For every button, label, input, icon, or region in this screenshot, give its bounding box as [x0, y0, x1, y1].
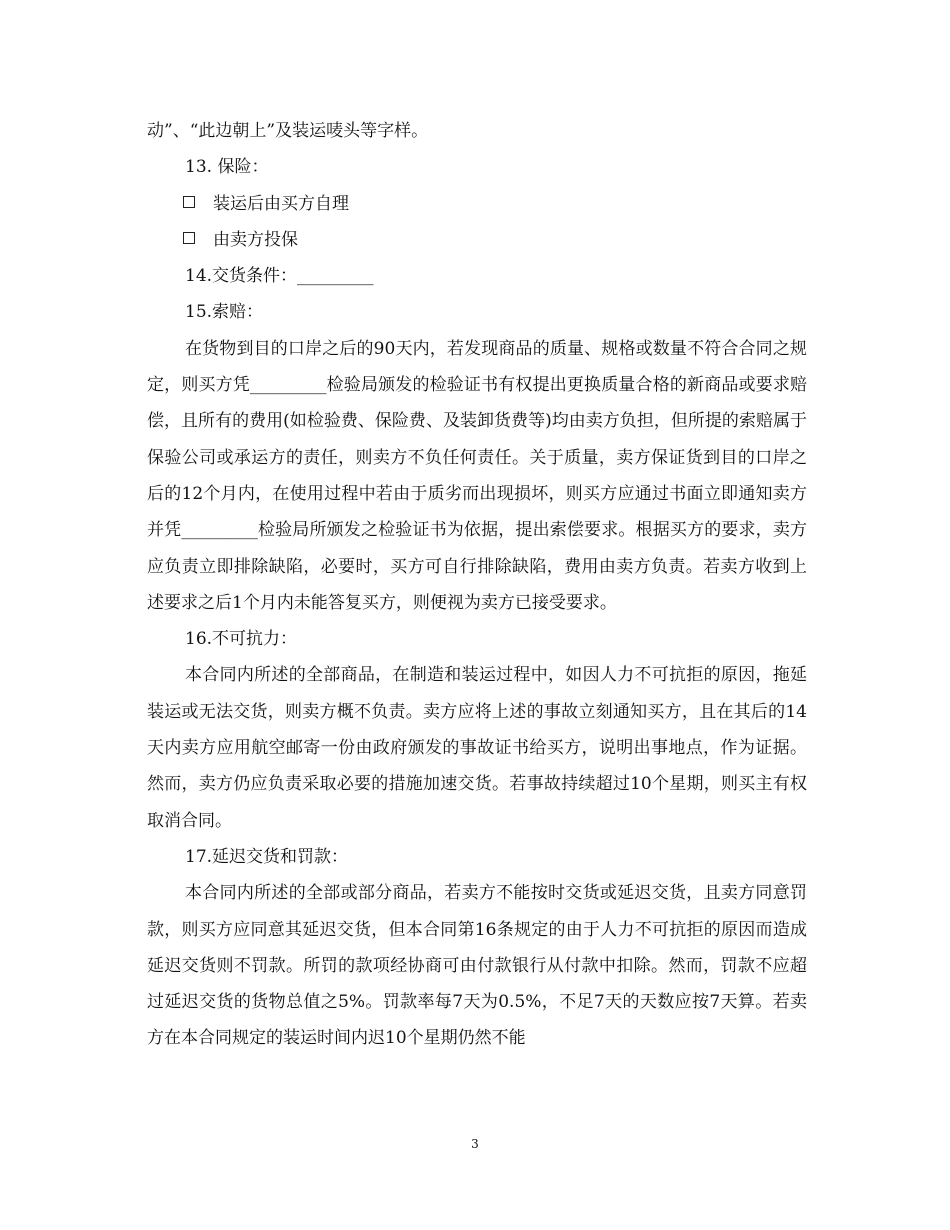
penalty-paragraph: 本合同内所述的全部或部分商品，若卖方不能按时交货或延迟交货，且卖方同意罚款，则买方应同意其延迟交货，但本合同第16条规定的由于人力不可抗拒的原因而造成延迟交货则不罚款。所罚的款项经协商可由付款银行从付款中扣除。然而，罚款不应超过延迟交货的货物总值之5%。罚款率每7天为0.5%，不足7天的天数应按7天算。若卖方在本合同规定的装运时间内迟10个星期仍然不能 — [147, 883, 807, 1049]
insurance-option-seller — [147, 222, 807, 258]
page-number: 3 — [471, 1137, 479, 1151]
continuation-line: 动”、“此边朝上”及装运唛头等字样。 — [147, 121, 429, 141]
insurance-option-buyer-label: 装运后由买方自理 — [213, 193, 349, 214]
delivery-terms-line: 14.交货条件：_________ — [185, 266, 374, 287]
checkbox-icon[interactable] — [183, 196, 195, 208]
claims-heading: 15.索赔： — [185, 302, 264, 323]
insurance-option-seller-label: 由卖方投保 — [213, 229, 298, 250]
insurance-option-buyer — [147, 186, 807, 222]
penalty-heading: 17.延迟交货和罚款： — [185, 846, 349, 867]
claims-paragraph: 在货物到目的口岸之后的90天内，若发现商品的质量、规格或数量不符合合同之规定，则买方凭_________检验局颁发的检验证书有权提出更换质量合格的新商品或要求赔偿，且所有的费用(如检验费、保险费、及装卸货费等)均由卖方负担，但所提的索赔属于保验公司或承运方的责任，则卖方不负任何责任。关于质量，卖方保证货到目的口岸之后的12个月内，在使用过程中若由于质劣而出现损坏，则买方应通过书面立即通知卖方并凭_________检验局所颁发之检验证书为依据，提出索偿要求。根据买方的要求，卖方应负责立即排除缺陷，必要时，买方可自行排除缺陷，费用由卖方负责。若卖方收到上述要求之后1个月内未能答复买方，则便视为卖方已接受要求。 — [147, 338, 807, 613]
document-body — [147, 113, 807, 1057]
force-majeure-paragraph: 本合同内所述的全部商品，在制造和装运过程中，如因人力不可抗拒的原因，拖延装运或无法交货，则卖方概不负责。卖方应将上述的事故立刻通知买方，且在其后的14天内卖方应用航空邮寄一份由政府颁发的事故证书给买方，说明出事地点，作为证据。然而，卖方仍应负责采取必要的措施加速交货。若事故持续超过10个星期，则买主有权取消合同。 — [147, 665, 807, 831]
insurance-heading: 13. 保险： — [185, 157, 269, 178]
force-majeure-heading: 16.不可抗力： — [185, 629, 298, 650]
checkbox-icon[interactable] — [183, 232, 195, 244]
